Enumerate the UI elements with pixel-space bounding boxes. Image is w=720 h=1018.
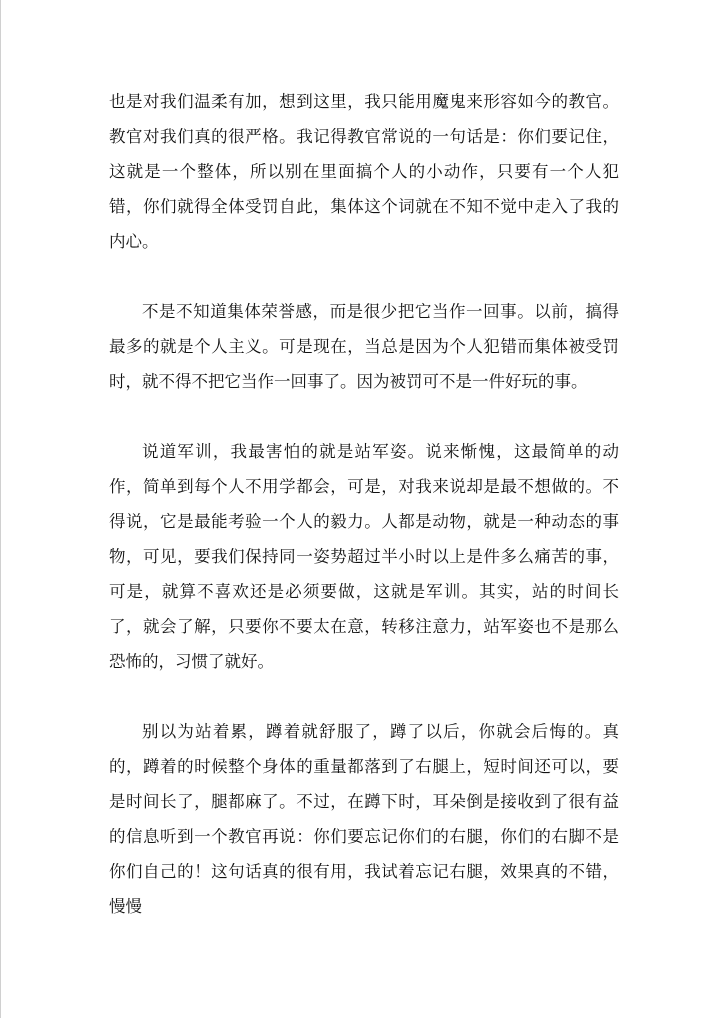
paragraph-collective-honor: 不是不知道集体荣誉感，而是很少把它当作一回事。以前，搞得最多的就是个人主义。可是现在，当总是因为个人犯错而集体被受罚时，就不得不把它当作一回事了。因为被罚可不是一件好玩的事。 <box>109 302 619 391</box>
paragraph-military-posture: 说道军训，我最害怕的就是站军姿。说来惭愧，这最简单的动作，简单到每个人不用学都会，可是，对我来说却是最不想做的。不得说，它是最能考验一个人的毅力。人都是动物，就是一种动态的事物，可见，要我们保持同一姿势超过半小时以上是件多么痛苦的事，可是，就算不喜欢还是必须要做，这就是军训。其实，站的时间长了，就会了解，只要你不要太在意，转移注意力，站军姿也不是那么恐怖的，习惯了就好。 <box>109 442 619 671</box>
document-body <box>109 84 619 924</box>
paragraph-continuation: 也是对我们温柔有加，想到这里，我只能用魔鬼来形容如今的教官。教官对我们真的很严格。我记得教官常说的一句话是：你们要记住，这就是一个整体，所以别在里面搞个人的小动作，只要有一个人犯错，你们就得全体受罚自此，集体这个词就在不知不觉中走入了我的内心。 <box>109 92 619 251</box>
paragraph-squatting: 别以为站着累，蹲着就舒服了，蹲了以后，你就会后悔的。真的，蹲着的时候整个身体的重量都落到了右腿上，短时间还可以，要是时间长了，腿都麻了。不过，在蹲下时，耳朵倒是接收到了很有益的信息听到一个教官再说：你们要忘记你们的右腿，你们的右脚不是你们自己的！这句话真的很有用，我试着忘记右腿，效果真的不错，慢慢 <box>109 722 619 916</box>
